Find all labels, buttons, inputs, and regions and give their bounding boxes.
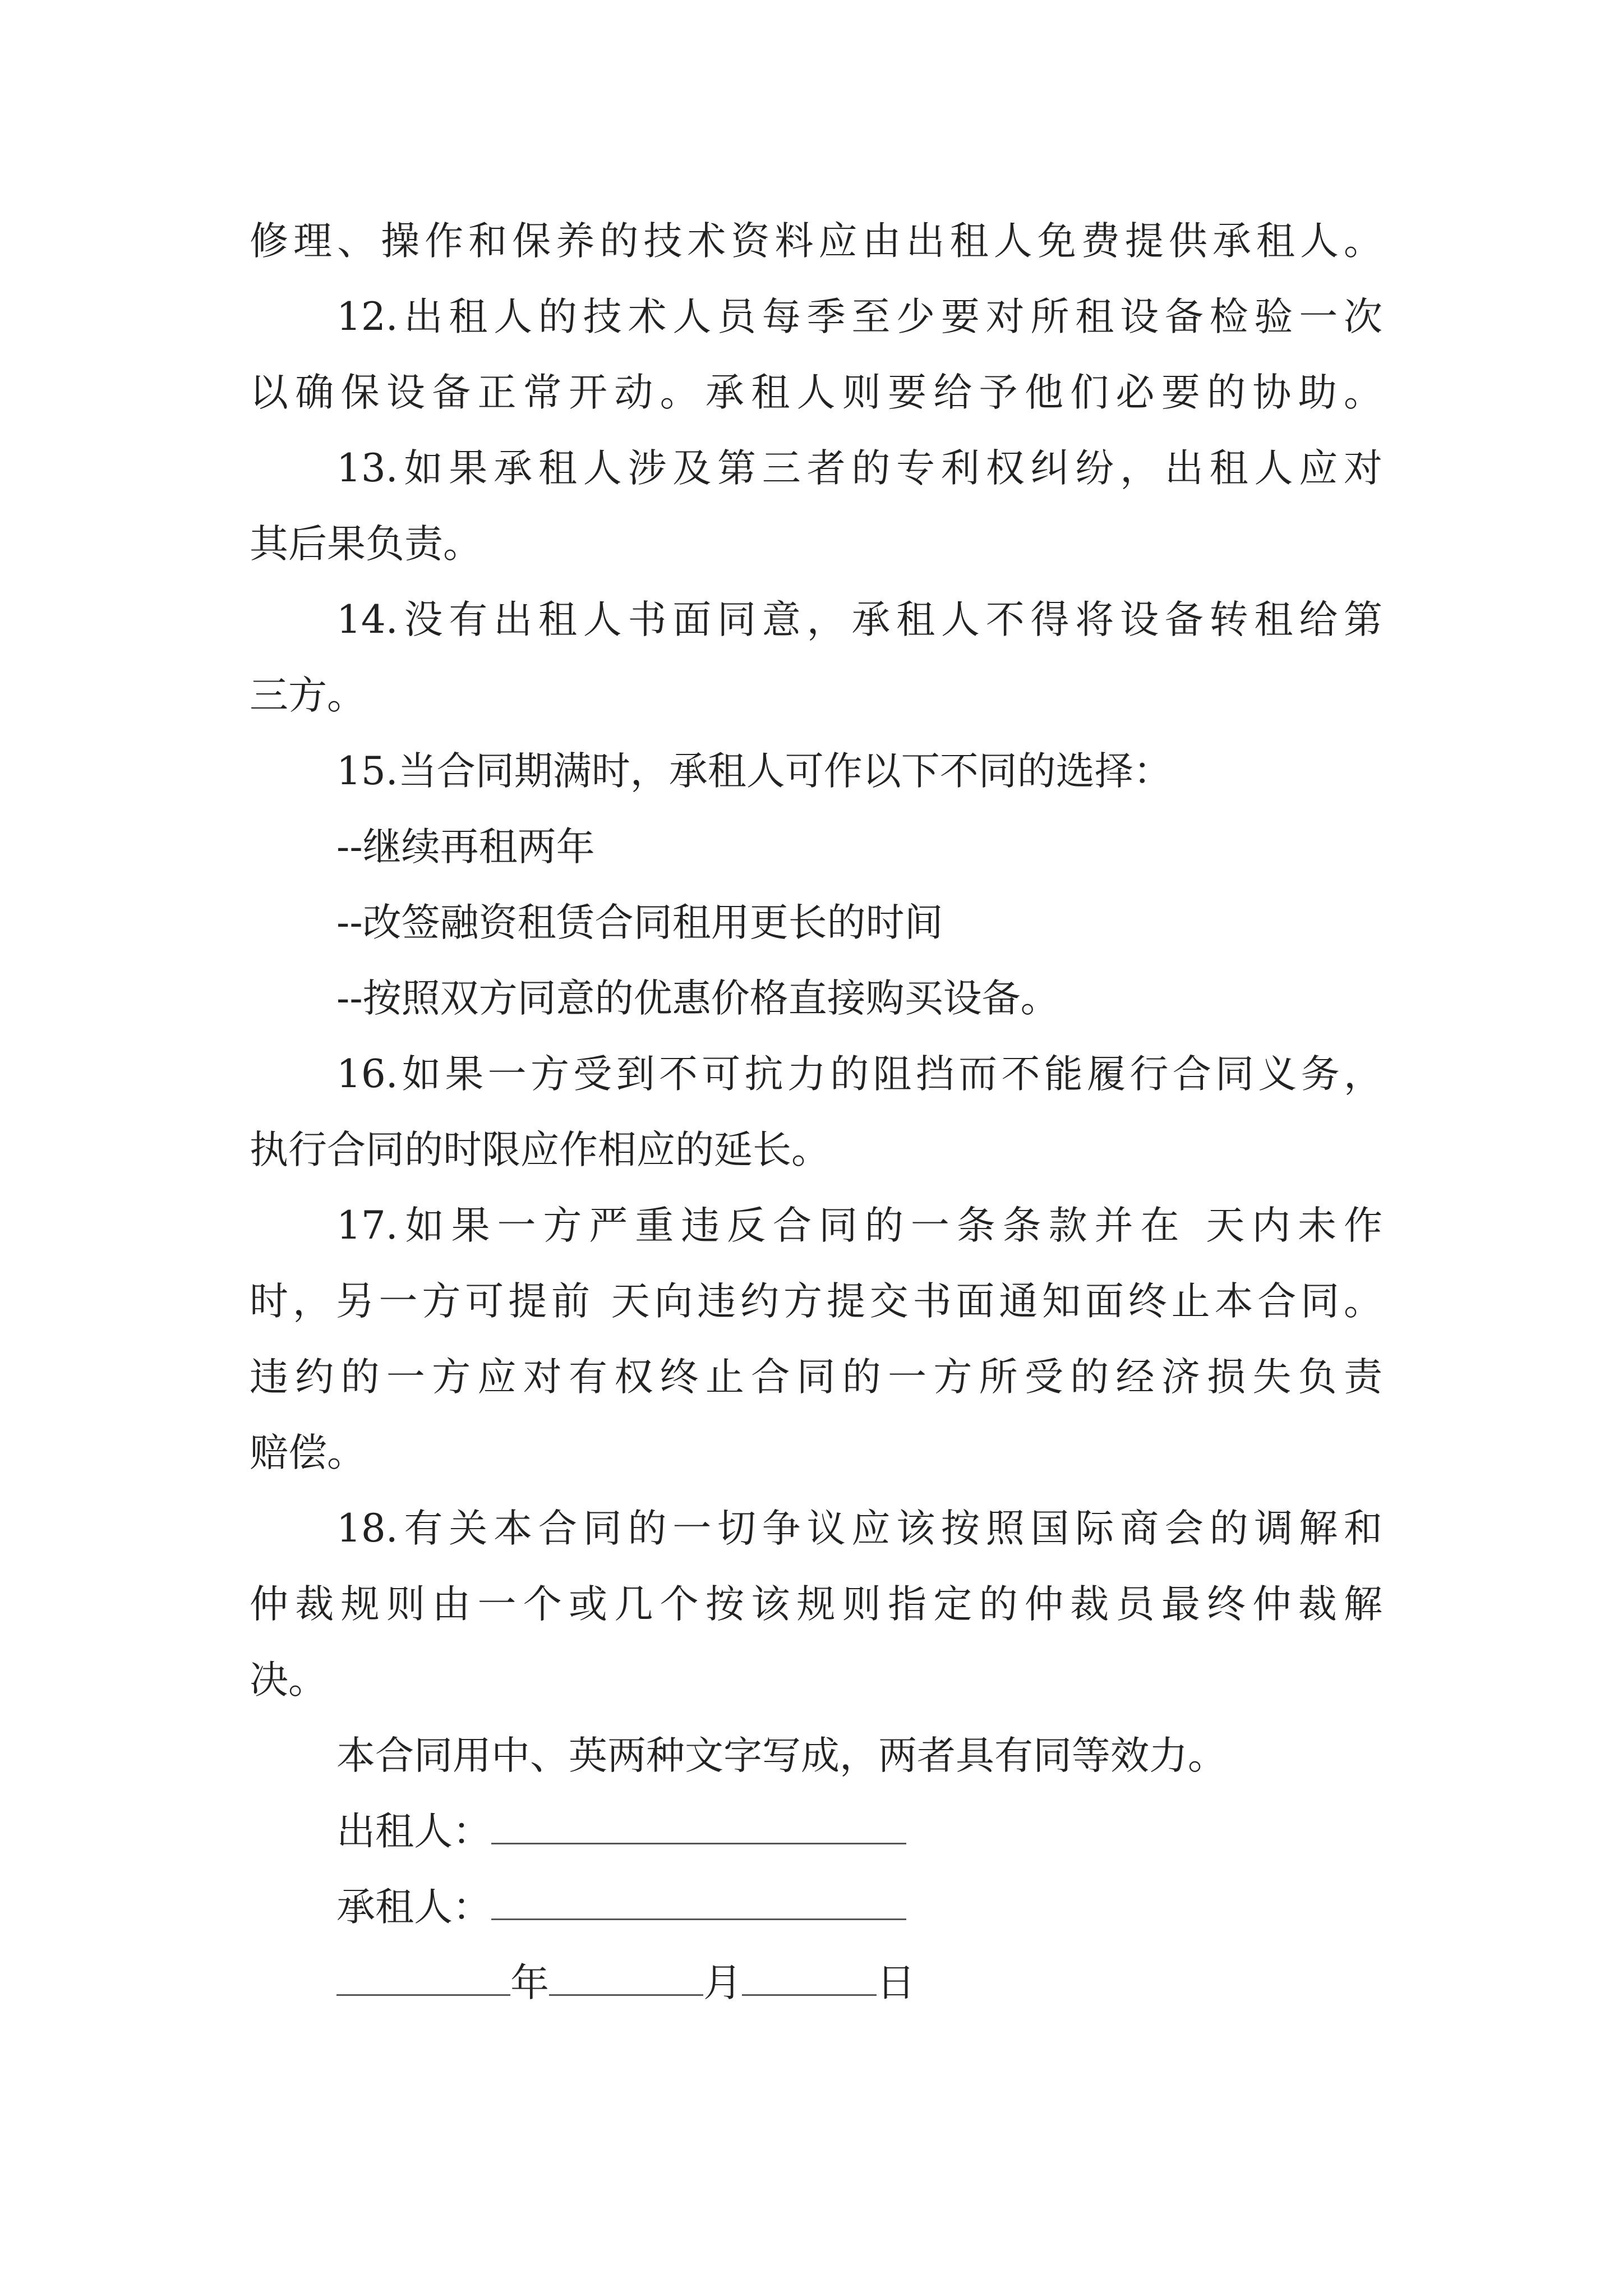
text-line: 三方。 (250, 673, 366, 718)
text-line: 执行合同的时限应作相应的延长。 (250, 1128, 830, 1172)
text-line: 违约的一方应对有权终止合同的一方所受的经济损失负责 (250, 1355, 1382, 1400)
lessee-label: 承租人： (336, 1885, 491, 1930)
day-blank (742, 1989, 877, 1996)
option-line: --改签融资租赁合同租用更长的时间 (336, 900, 943, 945)
lessor-signature (336, 1803, 1382, 1860)
clause-17: 17.如果一方严重违反合同的一条条款并在 天内未作 (336, 1203, 1382, 1248)
lessee-signature (336, 1879, 1382, 1935)
lessee-signature-blank (491, 1913, 906, 1920)
text-line: 以确保设备正常开动。承租人则要给予他们必要的协助。 (250, 370, 1382, 415)
text-line: 仲裁规则由一个或几个按该规则指定的仲裁员最终仲裁解 (250, 1582, 1382, 1627)
day-label: 日 (877, 1961, 915, 2005)
clause-13: 13.如果承租人涉及第三者的专利权纠纷，出租人应对 (336, 446, 1382, 491)
month-label: 月 (703, 1961, 742, 2005)
lessor-signature-blank (491, 1837, 906, 1844)
clause-14: 14.没有出租人书面同意，承租人不得将设备转租给第 (336, 597, 1382, 642)
year-blank (336, 1989, 510, 1996)
text-line: 修理、操作和保养的技术资料应由出租人免费提供承租人。 (250, 219, 1382, 264)
clause-15: 15.当合同期满时，承租人可作以下不同的选择： (336, 749, 1172, 794)
signature-date (336, 1955, 1382, 2011)
text-line: 时，另一方可提前 天向违约方提交书面通知面终止本合同。 (250, 1279, 1382, 1324)
clause-16: 16.如果一方受到不可抗力的阻挡而不能履行合同义务， (336, 1052, 1382, 1097)
month-blank (549, 1989, 703, 1996)
year-label: 年 (510, 1961, 549, 2005)
option-line: --按照双方同意的优惠价格直接购买设备。 (336, 976, 1059, 1021)
clause-12: 12.出租人的技术人员每季至少要对所租设备检验一次 (336, 295, 1382, 339)
closing-statement: 本合同用中、英两种文字写成，两者具有同等效力。 (336, 1733, 1227, 1778)
text-line: 决。 (250, 1658, 327, 1703)
text-line: 其后果负责。 (250, 522, 482, 567)
clause-18: 18.有关本合同的一切争议应该按照国际商会的调解和 (336, 1506, 1382, 1551)
option-line: --继续再租两年 (336, 825, 595, 869)
text-line: 赔偿。 (250, 1430, 366, 1475)
lessor-label: 出租人： (336, 1809, 491, 1854)
